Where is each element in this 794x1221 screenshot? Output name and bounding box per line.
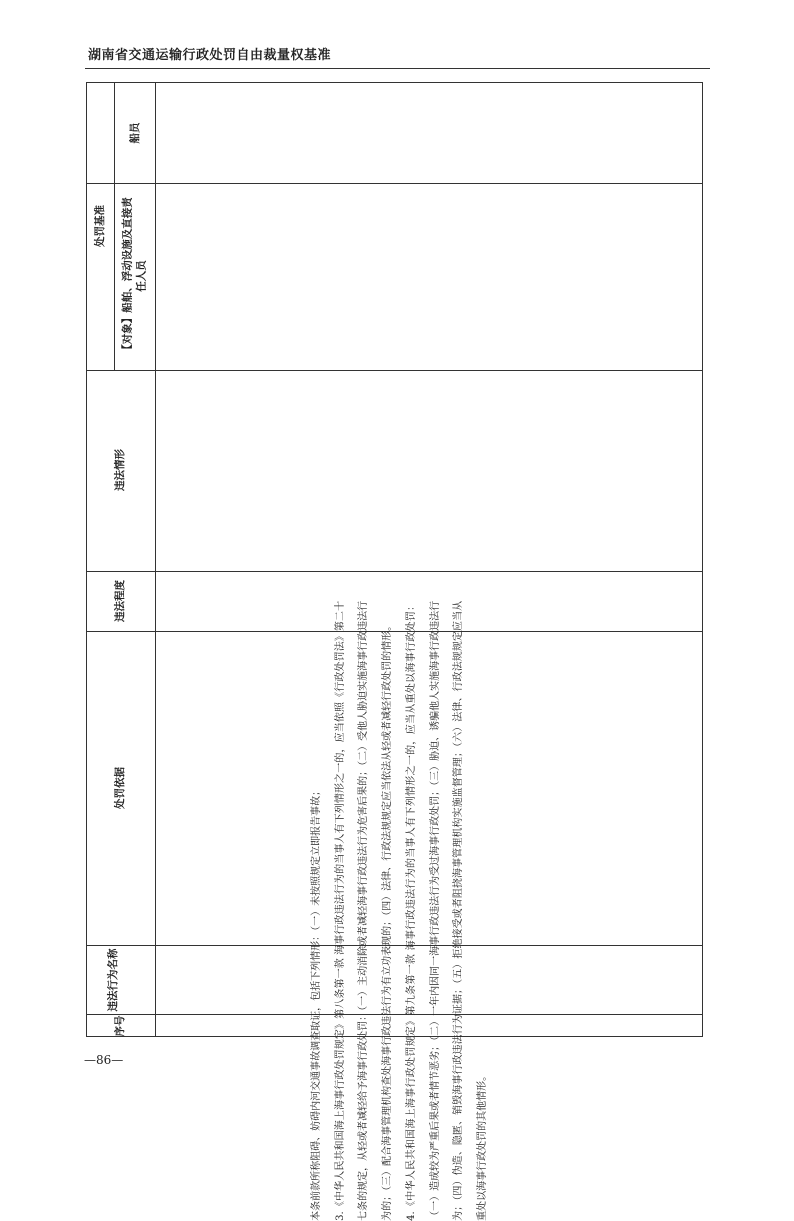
page-number: —86— (84, 1053, 124, 1067)
basis-paragraph: 4.《中华人民共和国海上海事行政处罚规定》第九条第一款 海事行政违法行为的当事人有下列情形之一的，应当从重处以海事行政处罚：（一）造成较为严重后果或者情节恶劣；（二）一年内因同一海事行政违法行为受过海事行政处罚；（三）胁迫、诱骗他人实施海事行政违法行为；（四）伪造、隐匿、销毁海事行政违法行为证据；（五）拒绝接受或者阻挠海事管理机构实施监督管理；（六）法律、行政法规规定应当从重处以海事行政处罚的其他情形。 (406, 600, 489, 1221)
basis-paragraph: 本条前款所称阻碍、妨碍内河交通事故调查取证，包括下列情形：（一）未按照规定立即报告事故； (311, 785, 323, 1221)
header-rule (85, 68, 710, 69)
row-divider (86, 183, 703, 184)
header-degree: 违法程度 (114, 580, 126, 622)
header-standard: 处罚基准 (94, 205, 106, 247)
header-column-line (155, 82, 156, 1037)
row-divider (86, 370, 703, 371)
header-violation-name: 违法行为名称 (107, 948, 119, 1012)
header-crew: 船员 (128, 122, 141, 144)
running-header-title: 湖南省交通运输行政处罚自由裁量权基准 (88, 48, 332, 63)
basis-paragraph: 3.《中华人民共和国海上海事行政处罚规定》第八条第一款 海事行政违法行为的当事人有下列情形之一的，应当依照《行政处罚法》第二十七条的规定，从轻或者减轻给予海事行政处罚：（一）主动消除或者减轻海事行政违法行为危害后果的；（二）受他人胁迫实施海事行政违法行为的；（三）配合海事管理机构查处海事行政违法行为有立功表现的；（四）法律、行政法规规定应当依法从轻或者减轻行政处罚的情形。 (334, 600, 394, 1221)
header-basis: 处罚依据 (114, 767, 126, 809)
penalty-basis-text (305, 601, 495, 1221)
header-target: 【对象】船舶、浮动设施及直接责任人员 (121, 197, 148, 355)
header-seq: 序号 (114, 1015, 126, 1037)
row-divider (86, 571, 703, 572)
header-split-line (114, 82, 115, 370)
header-circumstance: 违法情形 (114, 449, 126, 491)
